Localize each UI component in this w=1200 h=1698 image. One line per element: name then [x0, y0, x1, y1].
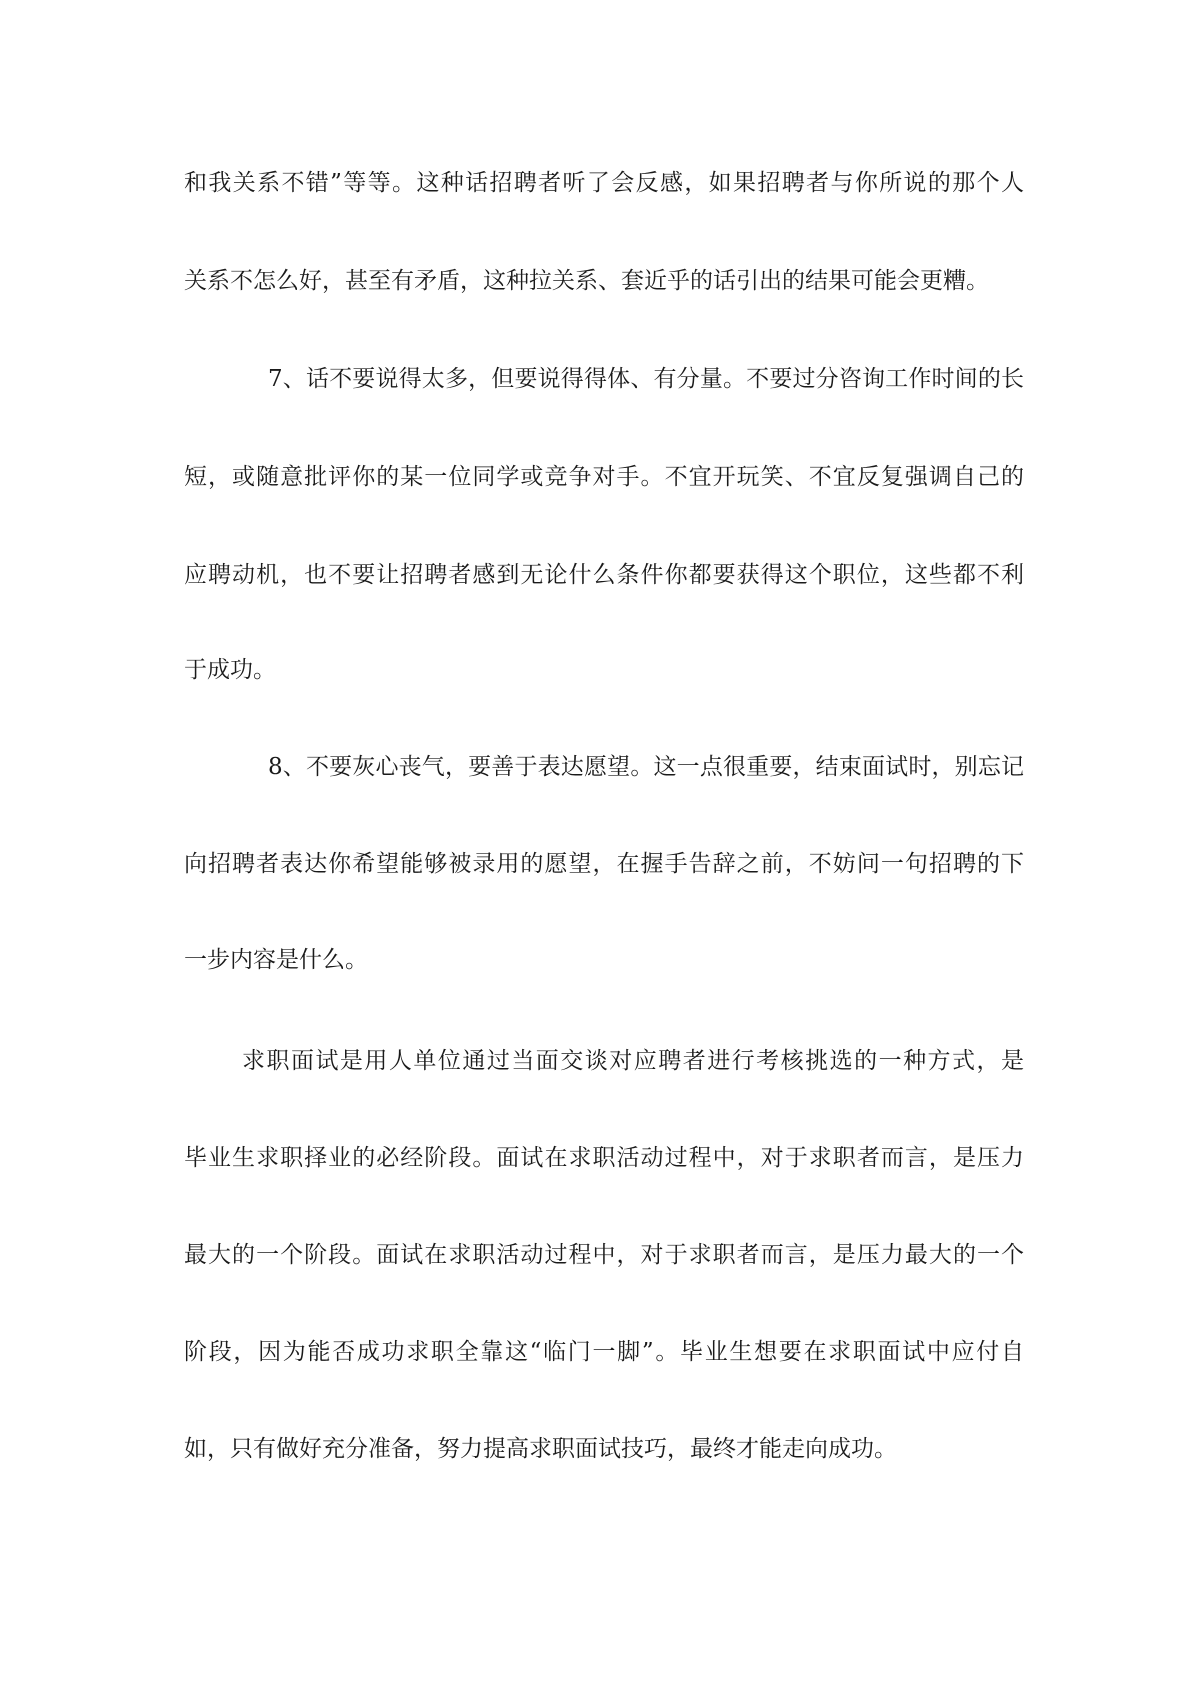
text-line: 如，只有做好充分准备，努力提高求职面试技巧，最终才能走向成功。 — [184, 1436, 897, 1462]
text-line: 于成功。 — [184, 657, 276, 683]
text-line: 应聘动机，也不要让招聘者感到无论什么条件你都要获得这个职位，这些都不利 — [184, 562, 1024, 588]
text-line: 7、话不要说得太多，但要说得得体、有分量。不要过分咨询工作时间的长 — [268, 366, 1024, 392]
text-line: 最大的一个阶段。面试在求职活动过程中，对于求职者而言，是压力最大的一个 — [184, 1242, 1024, 1268]
text-line: 一步内容是什么。 — [184, 947, 368, 973]
text-line: 阶段，因为能否成功求职全靠这“临门一脚”。毕业生想要在求职面试中应付自 — [184, 1339, 1024, 1365]
text-line: 关系不怎么好，甚至有矛盾，这种拉关系、套近乎的话引出的结果可能会更糟。 — [184, 268, 989, 294]
text-line: 和我关系不错”等等。这种话招聘者听了会反感，如果招聘者与你所说的那个人 — [184, 170, 1024, 196]
text-line: 向招聘者表达你希望能够被录用的愿望，在握手告辞之前，不妨问一句招聘的下 — [184, 851, 1024, 877]
text-line: 毕业生求职择业的必经阶段。面试在求职活动过程中，对于求职者而言，是压力 — [184, 1145, 1024, 1171]
text-line: 8、不要灰心丧气，要善于表达愿望。这一点很重要，结束面试时，别忘记 — [268, 754, 1024, 780]
text-line: 求职面试是用人单位通过当面交谈对应聘者进行考核挑选的一种方式，是 — [242, 1048, 1024, 1074]
text-line: 短，或随意批评你的某一位同学或竞争对手。不宜开玩笑、不宜反复强调自己的 — [184, 464, 1024, 490]
